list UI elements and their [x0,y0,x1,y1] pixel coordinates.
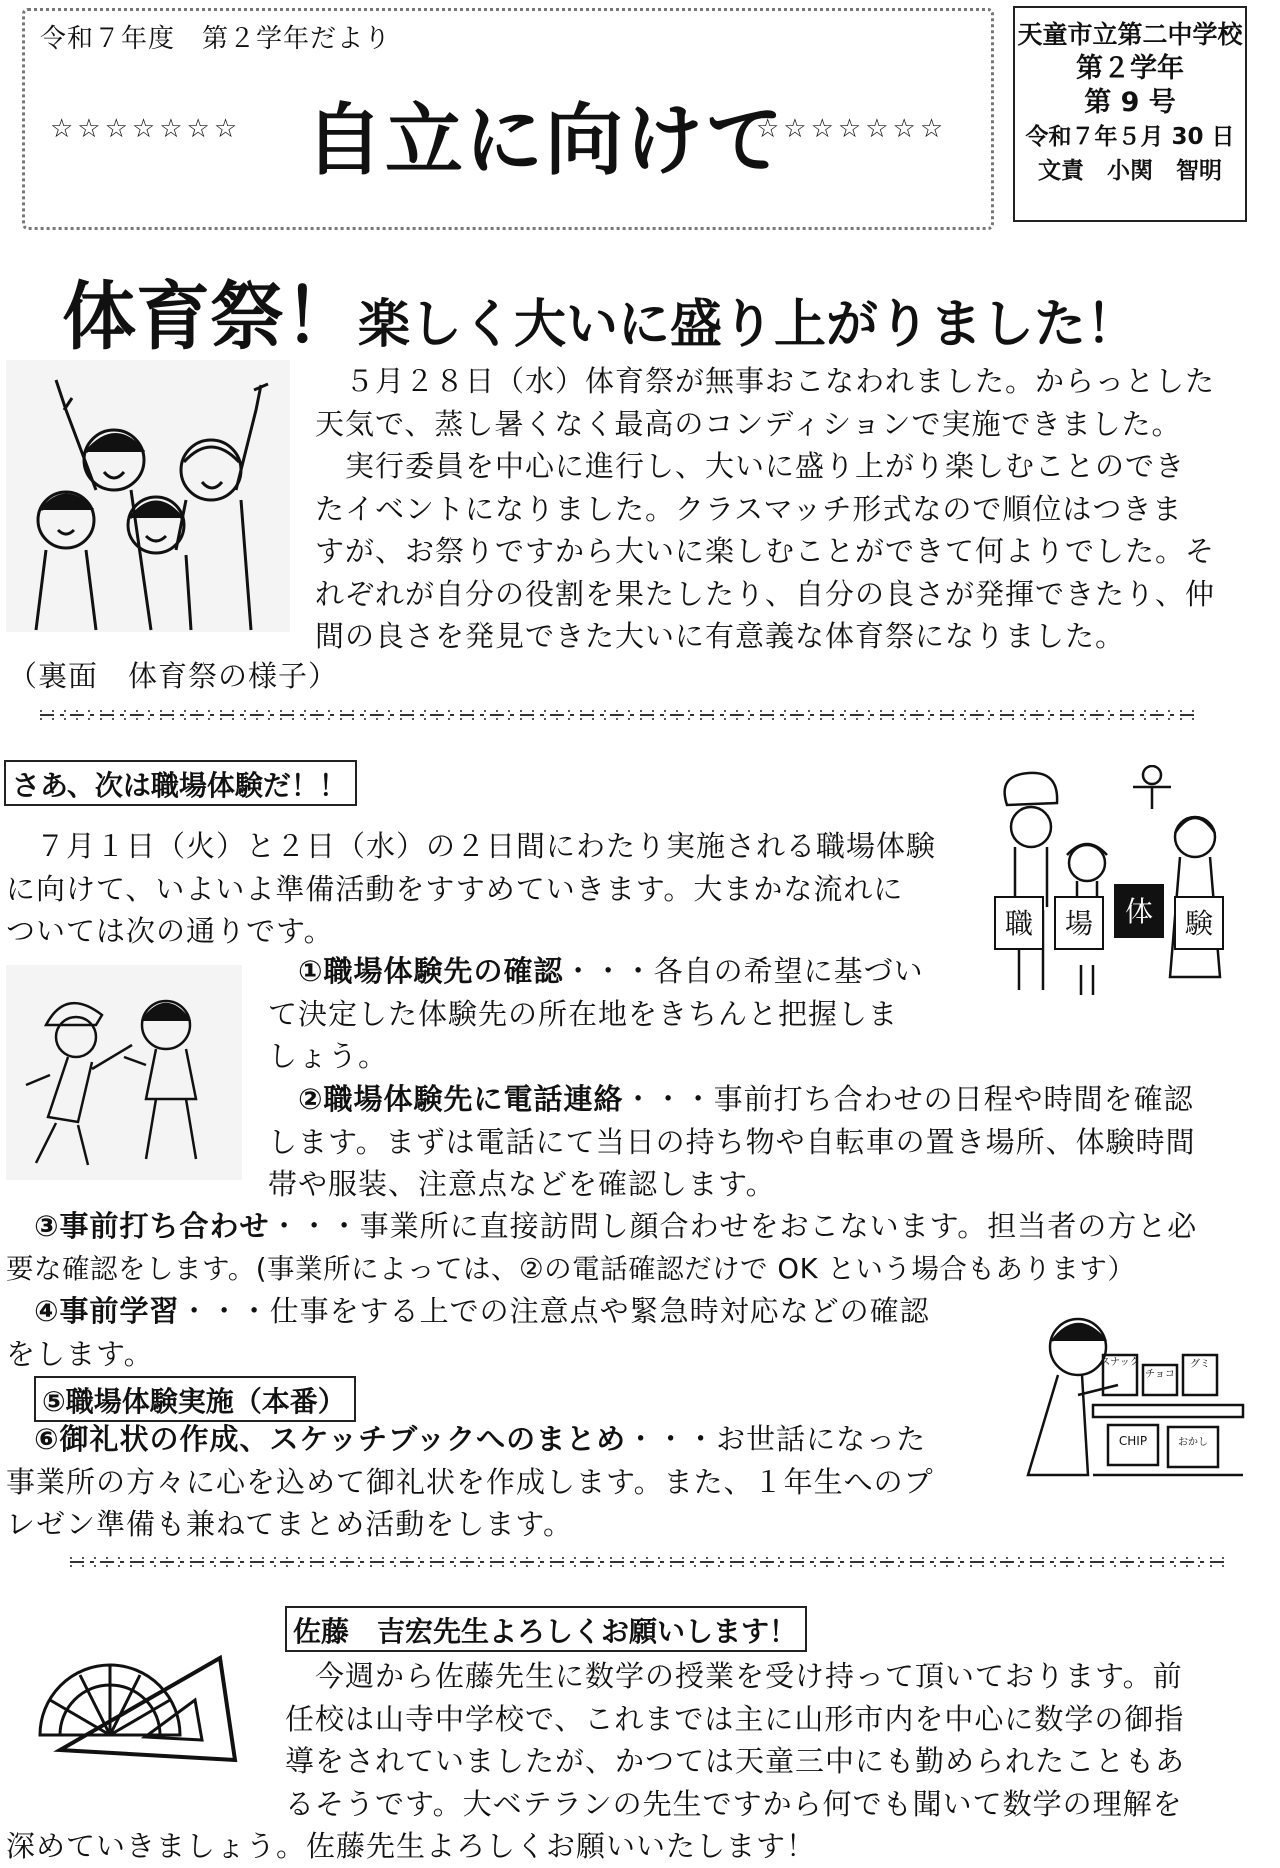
step4 [6,1290,986,1375]
decorative-divider [70,1552,1230,1572]
school-name: 天童市立第二中学校 [1017,20,1243,49]
step2-text: ・・・事前打ち合わせの日程や時間を確認 [623,1082,1194,1116]
step2 [268,1078,1248,1206]
issue-number: 第 9 号 [1084,87,1176,118]
teacher-heading: 佐藤 吉宏先生よろしくお願いします！ [285,1606,807,1652]
step6-text: 事業所の方々に心を込めて御礼状を作成します。また、１年生へのプ [6,1464,934,1499]
sports-line: 間の良さを発見できた大いに有意義な体育祭になりました。 [315,619,1126,653]
teacher-body [285,1655,1255,1825]
step3-title: ③事前打ち合わせ [34,1209,270,1243]
work-intro-line: ついては次の通りです。 [6,914,334,948]
shop-label: おかし [1178,1437,1208,1448]
workers-holding-signs-illustration [985,765,1245,1000]
work-heading: さあ、次は職場体験だ！！ [4,760,357,806]
teacher-line: 任校は山寺中学校で、これまでは主に山形市内を中心に数学の御指 [285,1701,1185,1736]
newsletter-title: 自立に向けて [305,96,786,186]
sports-heading-sub: 楽しく大いに盛り上がりました！ [358,295,1139,355]
step1-text: しょう。 [268,1039,389,1073]
shop-label: CHIP [1118,1434,1148,1448]
sports-line: 実行委員を中心に進行し、大いに盛り上がり楽しむことのでき [315,449,1186,483]
step4-text: ・・・仕事をする上での注意点や緊急時対応などの確認 [179,1294,930,1328]
step1-text: ・・・各自の希望に基づい [563,954,924,988]
grade-label: 第２学年 [1076,53,1184,84]
work-intro-line: に向けて、いよいよ準備活動をすすめていきます。大まかな流れに [6,871,904,906]
shop-label: チョコ [1145,1369,1175,1380]
sports-line: 天気で、蒸し暑くなく最高のコンディションで実施できました。 [315,406,1182,441]
shop-label: グミ [1190,1359,1210,1370]
sign-char: 職 [1004,907,1034,940]
issue-date: 令和７年５月 30 日 [1025,124,1235,150]
step1-title: ①職場体験先の確認 [298,954,564,988]
sports-line: たイベントになりました。クラスマッチ形式なので順位はつきま [315,491,1183,526]
shop-clerk-illustration [1008,1305,1253,1505]
step1 [268,950,968,1078]
step6-text: ・・・お世話になった [626,1422,927,1456]
sign-char: 体 [1124,895,1154,928]
teacher-line: 深めていきましょう。佐藤先生よろしくお願いいたします！ [6,1829,817,1863]
step2-text: 帯や服装、注意点などを確認します。 [268,1167,776,1201]
back-page-note: （裏面 体育祭の様子） [8,659,339,693]
sign-char: 験 [1184,907,1214,940]
stars-right: ☆☆☆☆☆☆☆ [756,114,948,144]
step5-title: ⑤職場体験実施（本番） [34,1376,356,1422]
sports-line: れぞれが自分の役割を果たしたり、自分の良さが発揮できたり、仲 [315,576,1216,611]
shop-label: スナック [1100,1357,1140,1368]
step3-text: ・・・事業所に直接訪問し顔合わせをおこないます。担当者の方と必 [269,1209,1198,1243]
sports-heading [62,258,1138,364]
step6 [6,1418,996,1546]
cheering-kids-illustration [6,360,290,632]
protractor-triangle-illustration [30,1640,255,1775]
newsletter-series: 令和７年度 第２学年だより [40,24,392,54]
author: 文責 小関 智明 [1038,158,1222,184]
teacher-line: 導をされていましたが、かつては天童三中にも勤められたこともあ [285,1744,1186,1778]
sports-line: すが、お祭りですから大いに楽しむことができて何よりでした。そ [315,534,1216,568]
work-intro-line: ７月１日（火）と２日（水）の２日間にわたり実施される職場体験 [6,829,937,863]
work-intro [6,825,966,953]
step4-title: ④事前学習 [34,1294,180,1328]
step3 [6,1205,1256,1290]
step6-title: ⑥御礼状の作成、スケッチブックへのまとめ [34,1422,627,1456]
sports-heading-main: 体育祭！ [62,274,358,360]
sign-char: 場 [1064,907,1094,940]
step6-text: レゼン準備も兼ねてまとめ活動をします。 [6,1507,573,1541]
teacher-line: るそうです。大ベテランの先生ですから何でも聞いて数学の理解を [285,1786,1183,1821]
sports-body [315,360,1245,658]
step4-text: をします。 [6,1336,154,1371]
step2-title: ②職場体験先に電話連絡 [298,1082,624,1116]
kids-greeting-illustration [6,965,242,1180]
step1-text: て決定した体験先の所在地をきちんと把握しま [268,996,899,1031]
decorative-divider [40,705,1200,725]
step2-text: します。まずは電話にて当日の持ち物や自転車の置き場所、体験時間 [268,1124,1196,1159]
sports-line: ５月２８日（水）体育祭が無事おこなわれました。からっとした [315,364,1216,398]
stars-left: ☆☆☆☆☆☆☆ [50,114,242,144]
issue-info-box [1013,6,1247,222]
step3-text: 要な確認をします。(事業所によっては、②の電話確認だけで OK という場合もあります） [6,1252,1136,1285]
teacher-line: 今週から佐藤先生に数学の授業を受け持って頂いております。前 [285,1659,1183,1693]
